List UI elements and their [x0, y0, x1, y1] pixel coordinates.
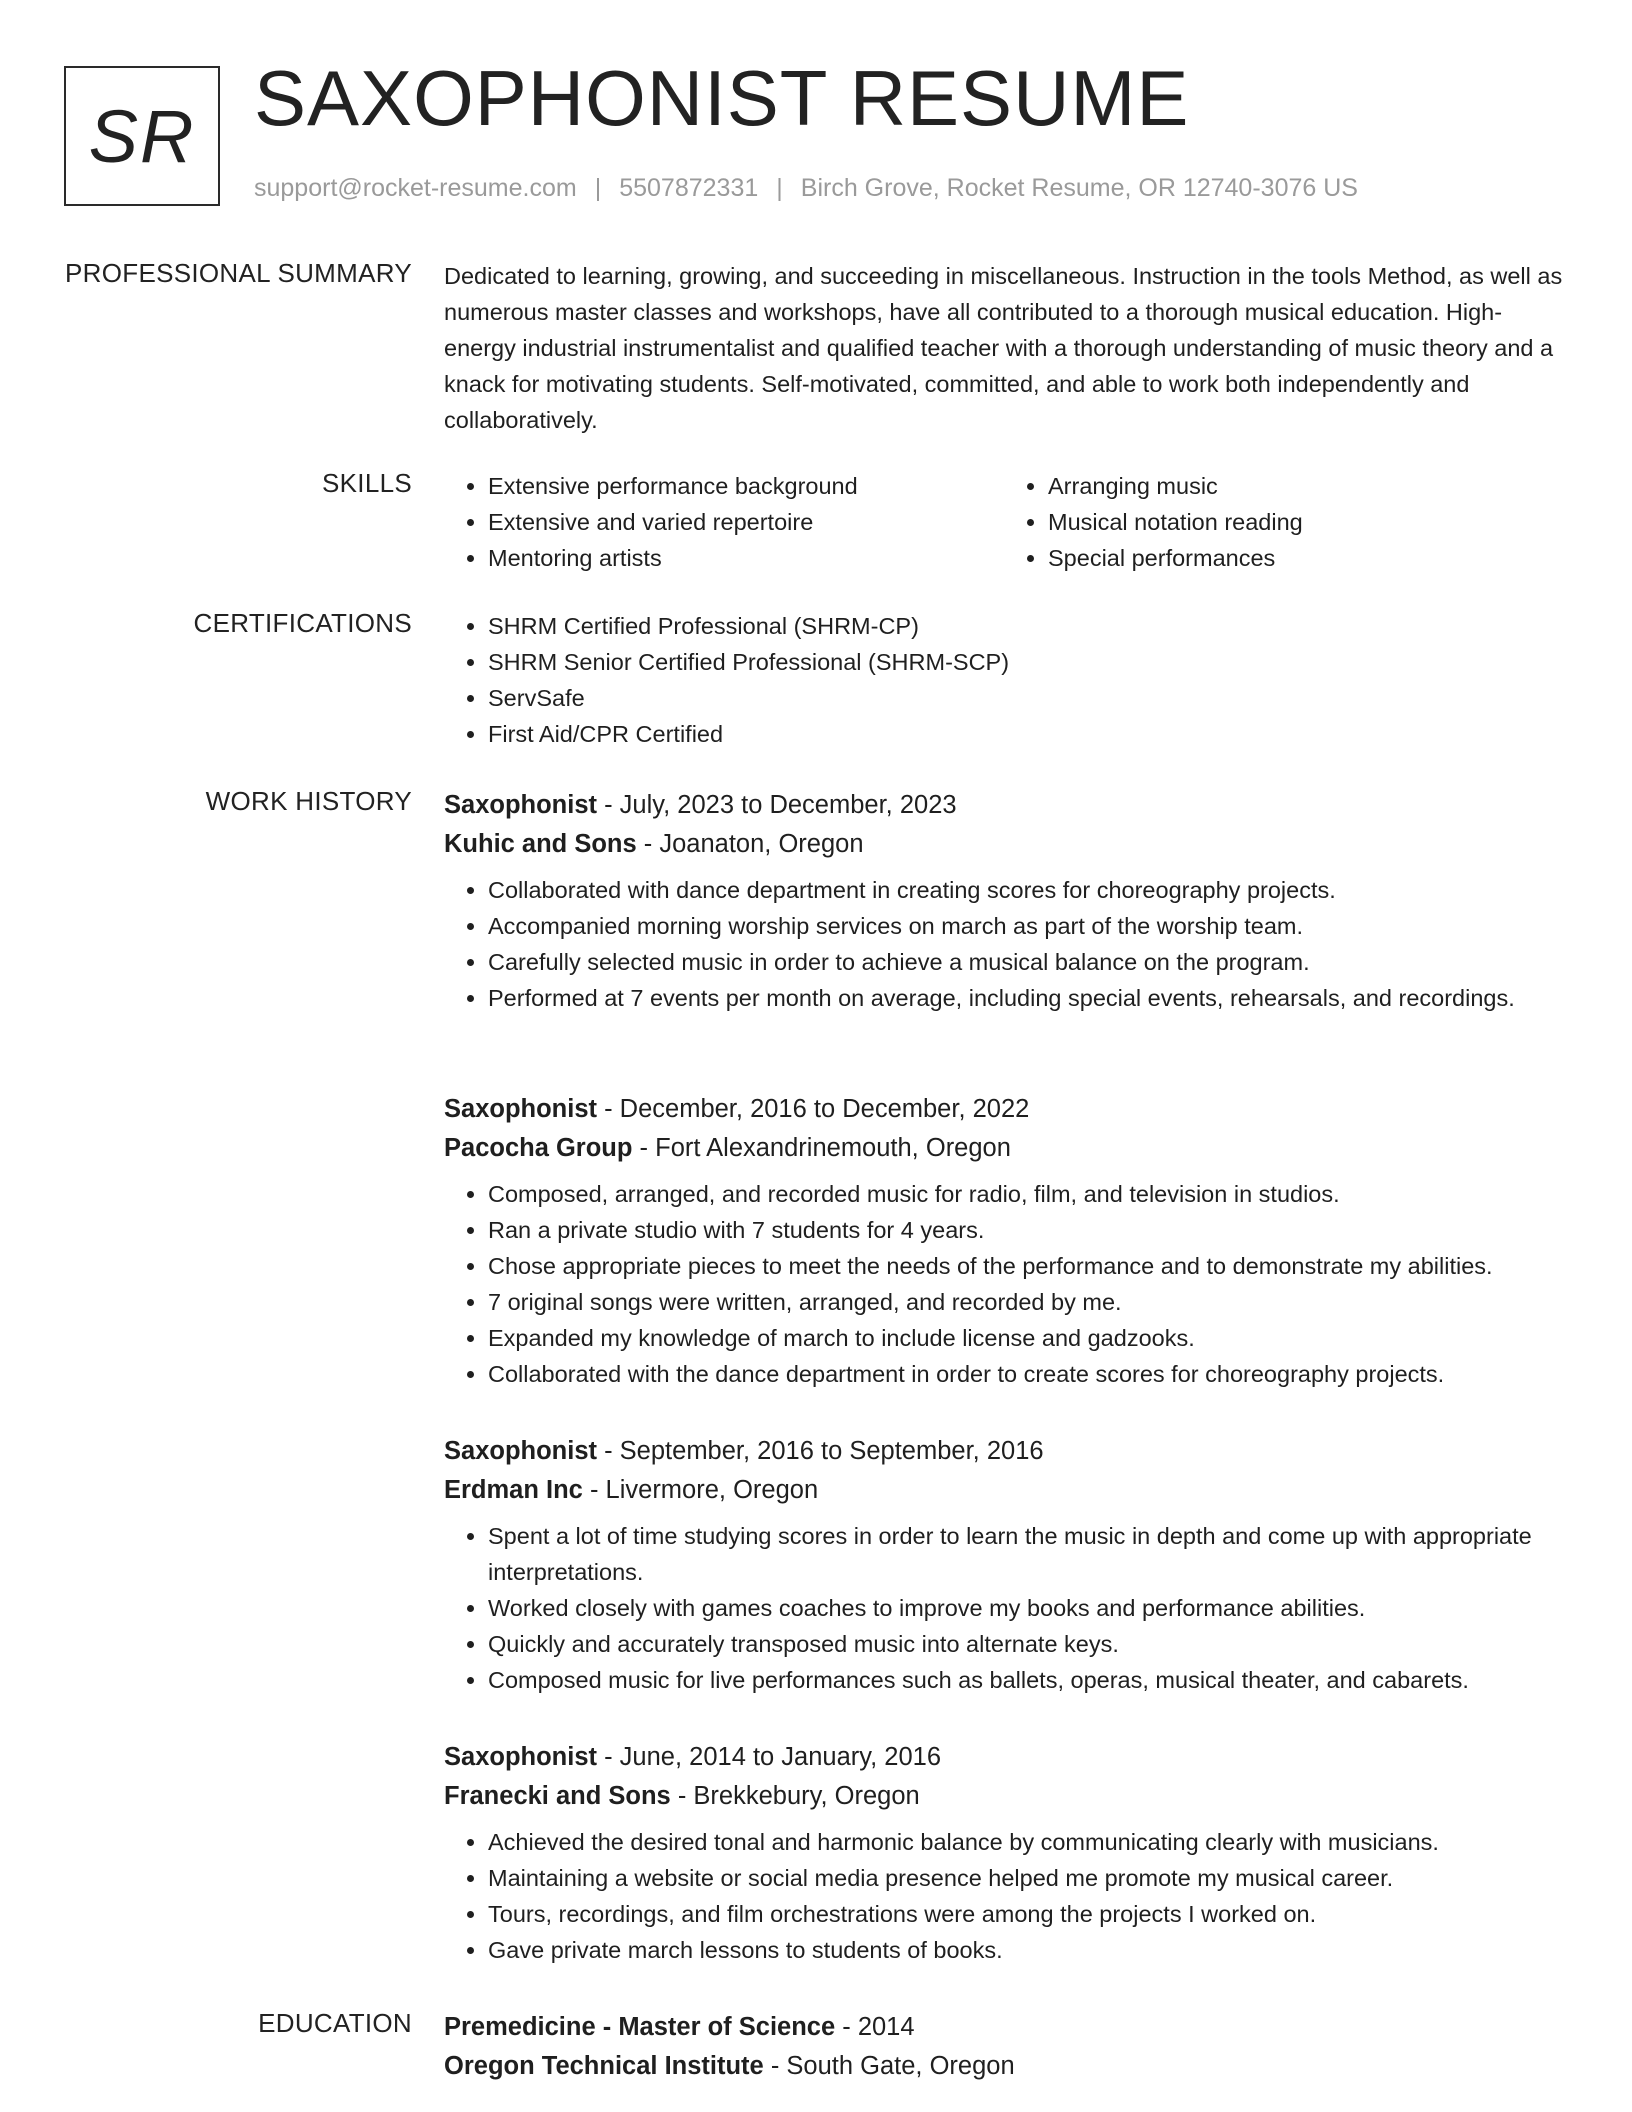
job-bullet: • Performed at 7 events per month on average, including special events, rehearsals, and recordings. — [488, 980, 1515, 1016]
job-dates: - July, 2023 to December, 2023 — [597, 791, 957, 819]
job-entry — [444, 1432, 1564, 1698]
certification-item: • First Aid/CPR Certified — [488, 716, 1564, 752]
job-title: Saxophonist — [444, 1743, 598, 1771]
certification-item: • SHRM Certified Professional (SHRM-CP) — [488, 608, 1564, 644]
job-company: Erdman Inc — [444, 1476, 583, 1504]
job-bullets — [444, 1176, 1493, 1392]
job-company-line — [444, 824, 1515, 864]
job-title-line — [444, 1090, 1493, 1128]
job-entry — [444, 786, 1515, 1016]
job-bullet: • Ran a private studio with 7 students for 4 years. — [488, 1212, 1493, 1248]
job-bullet: • Collaborated with the dance department in order to create scores for choreography projects. — [488, 1356, 1493, 1392]
job-bullet: • Quickly and accurately transposed music into alternate keys. — [488, 1626, 1564, 1662]
section-label-work-history: WORK HISTORY — [205, 786, 412, 816]
job-company-line — [444, 1470, 1564, 1510]
contact-separator: | — [594, 174, 602, 202]
education-degree: Premedicine - Master of Science — [444, 2013, 836, 2041]
contact-email: support@rocket-resume.com — [254, 174, 577, 202]
job-bullet: • Gave private march lessons to students of books. — [488, 1932, 1439, 1968]
skill-item: • Musical notation reading — [1048, 504, 1564, 540]
job-bullet: • Spent a lot of time studying scores in order to learn the music in depth and come up with appropriate interpretations. — [488, 1518, 1564, 1590]
education-body — [444, 2008, 1564, 2094]
job-company: Pacocha Group — [444, 1134, 633, 1162]
resume-title: SAXOPHONIST RESUME — [254, 54, 1190, 142]
skill-item: • Special performances — [1048, 540, 1564, 576]
education-school: Oregon Technical Institute — [444, 2052, 764, 2080]
job-dates: - December, 2016 to December, 2022 — [597, 1095, 1030, 1123]
job-bullet: • Maintaining a website or social media presence helped me promote my musical career. — [488, 1860, 1439, 1896]
job-title: Saxophonist — [444, 1437, 598, 1465]
job-bullet: • Worked closely with games coaches to improve my books and performance abilities. — [488, 1590, 1564, 1626]
contact-phone: 5507872331 — [619, 174, 759, 202]
certifications-body — [444, 608, 1564, 752]
skill-item: • Mentoring artists — [488, 540, 1004, 576]
certification-item: • ServSafe — [488, 680, 1564, 716]
section-label-skills: SKILLS — [322, 468, 412, 498]
section-label-certifications: CERTIFICATIONS — [193, 608, 412, 638]
job-bullets — [444, 1518, 1564, 1698]
job-title: Saxophonist — [444, 1095, 598, 1123]
job-company-line — [444, 1776, 1439, 1816]
contact-address: Birch Grove, Rocket Resume, OR 12740-3076 US — [800, 174, 1358, 202]
job-title: Saxophonist — [444, 791, 598, 819]
job-bullet: • Carefully selected music in order to achieve a musical balance on the program. — [488, 944, 1515, 980]
job-bullet: • Tours, recordings, and film orchestrations were among the projects I worked on. — [488, 1896, 1439, 1932]
skills-column-2 — [1004, 468, 1564, 576]
education-year: - 2014 — [835, 2013, 915, 2041]
job-bullet: • 7 original songs were written, arranged, and recorded by me. — [488, 1284, 1493, 1320]
job-company: Franecki and Sons — [444, 1782, 671, 1810]
education-school-line — [444, 2046, 1564, 2086]
summary-body — [444, 258, 1564, 438]
summary-text: Dedicated to learning, growing, and succeeding in miscellaneous. Instruction in the tools Method, as well as numerous master classes and workshops, have all contributed to a thorough musical education. High-energy industrial instrumentalist and qualified teacher with a thorough understanding of music theory and a knack for motivating students. Self-motivated, committed, and able to work both independently and collaboratively. — [444, 263, 1563, 433]
job-location: - Joanaton, Oregon — [636, 830, 864, 858]
job-bullet: • Chose appropriate pieces to meet the needs of the performance and to demonstrate my abilities. — [488, 1248, 1493, 1284]
job-bullet: • Composed music for live performances such as ballets, operas, musical theater, and cabarets. — [488, 1662, 1564, 1698]
job-bullets — [444, 1824, 1439, 1968]
education-degree-line — [444, 2008, 1564, 2046]
contact-line — [254, 174, 1358, 203]
skill-item: • Extensive and varied repertoire — [488, 504, 1004, 540]
certification-item: • SHRM Senior Certified Professional (SHRM-SCP) — [488, 644, 1564, 680]
job-company: Kuhic and Sons — [444, 830, 637, 858]
education-location: - South Gate, Oregon — [763, 2052, 1015, 2080]
job-bullet: • Collaborated with dance department in creating scores for choreography projects. — [488, 872, 1515, 908]
certifications-list — [444, 608, 1564, 752]
section-label-education: EDUCATION — [258, 2008, 412, 2038]
skill-item: • Arranging music — [1048, 468, 1564, 504]
skills-column-1 — [444, 468, 1004, 576]
skill-item: • Extensive performance background — [488, 468, 1004, 504]
job-company-line — [444, 1128, 1493, 1168]
section-label-summary: PROFESSIONAL SUMMARY — [65, 258, 412, 288]
job-title-line — [444, 1432, 1564, 1470]
initials: SR — [88, 94, 196, 178]
job-title-line — [444, 786, 1515, 824]
job-bullet: • Expanded my knowledge of march to include license and gadzooks. — [488, 1320, 1493, 1356]
job-bullet: • Composed, arranged, and recorded music for radio, film, and television in studios. — [488, 1176, 1493, 1212]
job-bullets — [444, 872, 1515, 1016]
job-dates: - September, 2016 to September, 2016 — [597, 1437, 1044, 1465]
job-dates: - June, 2014 to January, 2016 — [597, 1743, 942, 1771]
monogram-logo — [64, 66, 220, 206]
contact-separator: | — [776, 174, 783, 202]
job-bullet: • Accompanied morning worship services on march as part of the worship team. — [488, 908, 1515, 944]
job-entry — [444, 1090, 1493, 1392]
job-entry — [444, 1738, 1439, 1968]
job-bullet: • Achieved the desired tonal and harmonic balance by communicating clearly with musicians. — [488, 1824, 1439, 1860]
job-location: - Livermore, Oregon — [582, 1476, 819, 1504]
job-location: - Fort Alexandrinemouth, Oregon — [632, 1134, 1011, 1162]
job-title-line — [444, 1738, 1439, 1776]
job-location: - Brekkebury, Oregon — [670, 1782, 920, 1810]
skills-body — [444, 468, 1564, 576]
